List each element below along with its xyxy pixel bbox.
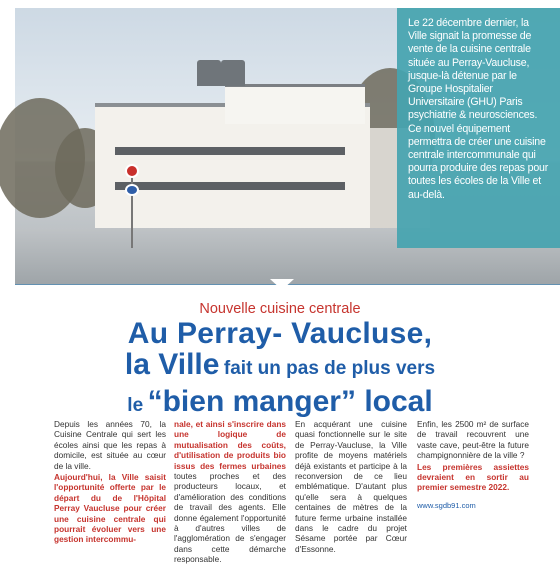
- paragraph-highlight: Aujourd'hui, la Ville saisit l'opportunité offerte par le départ du de l'Hôpital Perray Vaucluse pour créer une cuisine centrale qui pourrait évoluer vers une gestion intercommu-: [54, 472, 166, 545]
- headline-line-3-big: “bien manger” local: [147, 385, 433, 418]
- article-headline: [0, 318, 560, 424]
- photo-road-sign: [125, 184, 139, 196]
- highlight-text: nale, et ainsi s'inscrire dans une logique de mutualisation des coûts, d'utilisation de produits bio issus des fermes urbaines: [174, 419, 286, 471]
- photo-sign-pole: [131, 168, 133, 248]
- paragraph: [174, 419, 286, 565]
- paragraph: Depuis les années 70, la Cuisine Centrale qui sert les écoles ainsi que les repas à domicile, est située au cœur de la ville.: [54, 419, 166, 471]
- photo-caption-box: [397, 8, 560, 248]
- article-column-1: [54, 419, 166, 546]
- photo-vent: [197, 60, 221, 86]
- paragraph: Enfin, les 2500 m² de surface de travail recouvrent une vaste cave, peut-être la future champignonnière de la ville ?: [417, 419, 529, 461]
- article-body: [54, 419, 550, 565]
- paragraph: En acquérant une cuisine quasi fonctionnelle sur le site de Perray-Vaucluse, la Ville profite de moyens matériels déjà existants et participe à la reconversion de ce lieu emblématique. D'autant plus qu'elle sera à quelques centaines de mètres de la future ferme urbaine installée dans le cadre du projet Sésame portée par Cœur d'Essonne.: [295, 419, 407, 554]
- headline-line-2-small: fait un pas de plus vers: [223, 358, 436, 379]
- photo-vent: [221, 60, 245, 86]
- website-link[interactable]: www.sgdb91.com: [417, 500, 476, 510]
- paragraph-highlight: Les premières assiettes devraient en sortir au premier semestre 2022.: [417, 461, 529, 493]
- headline-line-2: [0, 349, 560, 386]
- photo-window-row: [115, 147, 345, 155]
- article-column-4: [417, 419, 529, 511]
- body-text: toutes proches et des producteurs locaux, et d'amélioration des conditions de travail des agents. Elle donne également l'opportunité à d'autres villes de l'agglomération de s'engager dans cette démarche responsable.: [174, 471, 286, 565]
- article-column-3: [295, 419, 407, 555]
- article-column-2: [174, 419, 286, 566]
- headline-line-1: Au Perray- Vaucluse,: [127, 317, 433, 350]
- headline-line-3-small: le: [127, 395, 144, 416]
- article-kicker: Nouvelle cuisine centrale: [199, 301, 361, 317]
- divider-notch: [270, 279, 294, 290]
- caption-text: Le 22 décembre dernier, la Ville signait la promesse de vente de la cuisine centrale située au Perray-Vaucluse, jusque-là détenue par le Groupe Hospitalier Universitaire (GHU) Paris psychiatrie & neurosciences. Ce nouvel équipement permettra de créer une cuisine centrale intercommunale qui pourra produire des repas pour toutes les écoles de la Ville et au-delà.: [408, 17, 549, 201]
- headline-line-2-big: la Ville: [124, 348, 220, 381]
- photo-window-row: [115, 182, 345, 190]
- photo-building-upper: [225, 84, 365, 124]
- photo-no-entry-sign: [125, 164, 139, 178]
